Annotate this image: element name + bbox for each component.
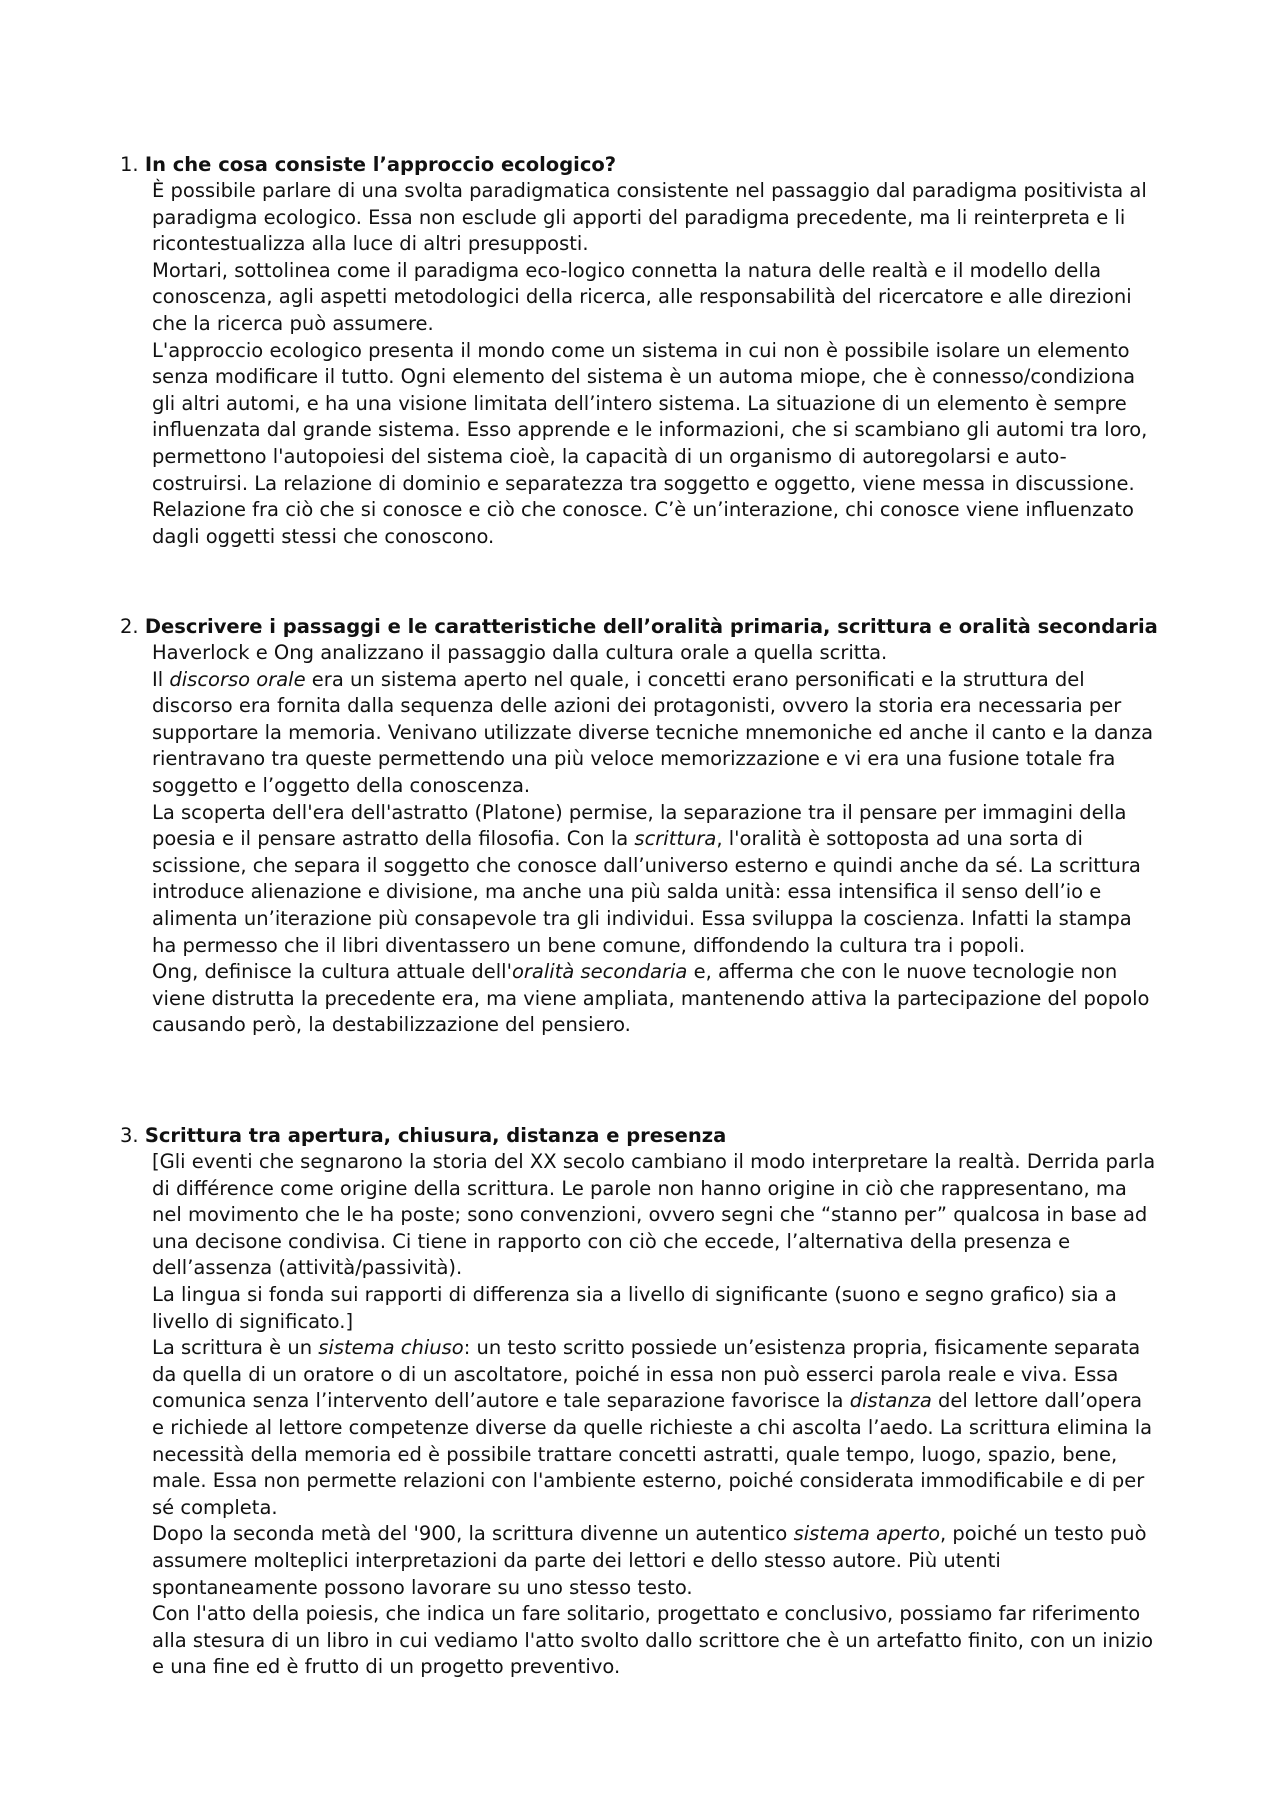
text-run: del lettore dall’opera e richiede al lettore competenze diverse da quelle richieste a chi ascolta l’aedo. La scrittura elimina la necessità della memoria ed è possibile trattare concetti astratti, quale tempo, luogo, spazio, bene, male. Essa non permette relazioni con l'ambiente esterno, poiché considerata immodificabile e di per sé completa. (152, 1389, 1153, 1519)
section-2-number: 2. (120, 615, 139, 638)
section-1-heading (120, 152, 1160, 178)
paragraph: L'approccio ecologico presenta il mondo come un sistema in cui non è possibile isolare un elemento senza modificare il tutto. Ogni elemento del sistema è un automa miope, che è connesso/condiziona gli altri automi, e ha una visione limitata dell’intero sistema. La situazione di un elemento è sempre influenzata dal grande sistema. Esso apprende e le informazioni, che si scambiano gli automi tra loro, permettono l'autopoiesi del sistema cioè, la capacità di un organismo di autoregolarsi e auto-costruirsi. La relazione di dominio e separatezza tra soggetto e oggetto, viene messa in discussione. Relazione fra ciò che si conosce e ciò che conosce. C’è un’interazione, chi conosce viene influenzato dagli oggetti stessi che conoscono. (152, 338, 1148, 548)
paragraph: Con l'atto della poiesis, che indica un fare solitario, progettato e conclusivo, possiamo far riferimento alla stesura di un libro in cui vediamo l'atto svolto dallo scrittore che è un artefatto finito, con un inizio e una fine ed è frutto di un progetto preventivo. (152, 1602, 1154, 1679)
text-run: , l'oralità è sottoposta ad una sorta di scissione, che separa il soggetto che conosce dall’universo esterno e quindi anche da sé. La scrittura introduce alienazione e divisione, ma anche una più salda unità: essa intensifica il senso dell’io e alimenta un’iterazione più consapevole tra gli individui. Essa sviluppa la coscienza. Infatti la stampa ha permesso che il libri diventassero un bene comune, diffondendo la cultura tra i popoli. (152, 827, 1141, 957)
emphasis-text: distanza (849, 1389, 932, 1413)
section-3-number: 3. (120, 1124, 139, 1147)
emphasis-text: discorso orale (169, 667, 306, 691)
emphasis-text: sistema aperto (793, 1522, 941, 1546)
paragraph (152, 959, 1160, 1039)
text-run: era un sistema aperto nel quale, i concetti erano personificati e la struttura del discorso era fornita dalla sequenza delle azioni dei protagonisti, ovvero la storia era necessaria per supportare la memoria. Venivano utilizzate diverse tecniche mnemoniche ed anche il canto e la danza rientravano tra queste permettendo una più veloce memorizzazione e vi era una fusione totale fra soggetto e l’oggetto della conoscenza. (152, 667, 1154, 797)
emphasis-text: oralità secondaria (511, 960, 688, 984)
section-2 (120, 614, 1160, 1039)
text-run: : un testo scritto possiede un’esistenza propria, fisicamente separata da quella di un oratore o di un ascoltatore, poiché in essa non può esserci parola reale e viva. Essa comunica senza l’intervento dell’autore e tale separazione favorisce la (152, 1336, 1141, 1413)
text-run: , poiché un testo può assumere molteplici interpretazioni da parte dei lettori e dello stesso autore. Più utenti spontaneamente possono lavorare su uno stesso testo. (152, 1522, 1147, 1599)
section-1-title: In che cosa consiste l’approccio ecologico? (144, 153, 617, 176)
paragraph: Mortari, sottolinea come il paradigma eco-logico connetta la natura delle realtà e il modello della conoscenza, agli aspetti metodologici della ricerca, alle responsabilità del ricercatore e alle direzioni che la ricerca può assumere. (152, 258, 1132, 335)
paragraph: È possibile parlare di una svolta paradigmatica consistente nel passaggio dal paradigma positivista al paradigma ecologico. Essa non esclude gli apporti del paradigma precedente, ma li reinterpreta e li ricontestualizza alla luce di altri presupposti. (152, 179, 1147, 256)
section-2-heading (120, 614, 1160, 640)
paragraph (152, 1335, 1160, 1521)
paragraph (152, 667, 1160, 800)
text-run: Dopo la seconda metà del '900, la scrittura divenne un autentico (152, 1522, 794, 1546)
text-run: e, afferma che con le nuove tecnologie non viene distrutta la precedente era, ma viene ampliata, mantenendo attiva la partecipazione del popolo causando però, la destabilizzazione del pensiero. (152, 960, 1150, 1037)
section-3 (120, 1123, 1160, 1681)
text-run: La scoperta dell'era dell'astratto (Platone) permise, la separazione tra il pensare per immagini della poesia e il pensare astratto della filosofia. Con la (152, 800, 1127, 851)
paragraph: [Gli eventi che segnarono la storia del XX secolo cambiano il modo interpretare la realtà. Derrida parla di différence come origine della scrittura. Le parole non hanno origine in ciò che rappresentano, ma nel movimento che le ha poste; sono convenzioni, ovvero segni che “stanno per” qualcosa in base ad una decisone condivisa. Ci tiene in rapporto con ciò che eccede, l’alternativa della presenza e dell’assenza (attività/passività). (152, 1150, 1156, 1280)
section-3-title: Scrittura tra apertura, chiusura, distanza e presenza (144, 1124, 727, 1147)
section-3-body (120, 1149, 1160, 1681)
text-run: Il (152, 667, 170, 691)
emphasis-text: sistema chiuso (318, 1336, 464, 1360)
section-1-body (120, 178, 1160, 550)
section-3-heading (120, 1123, 1160, 1149)
paragraph: Haverlock e Ong analizzano il passaggio dalla cultura orale a quella scritta. (152, 641, 888, 664)
paragraph (152, 1521, 1160, 1601)
section-2-body (120, 640, 1160, 1039)
text-run: Ong, definisce la cultura attuale dell' (152, 960, 512, 984)
paragraph: La lingua si fonda sui rapporti di differenza sia a livello di significante (suono e segno grafico) sia a livello di significato.] (152, 1282, 1117, 1333)
text-run: La scrittura è un (152, 1336, 319, 1360)
section-1 (120, 152, 1160, 550)
emphasis-text: scrittura (634, 827, 717, 851)
section-1-number: 1. (120, 153, 139, 176)
paragraph (152, 800, 1160, 960)
section-2-title: Descrivere i passaggi e le caratteristiche dell’oralità primaria, scrittura e oralità secondaria (144, 615, 1158, 638)
